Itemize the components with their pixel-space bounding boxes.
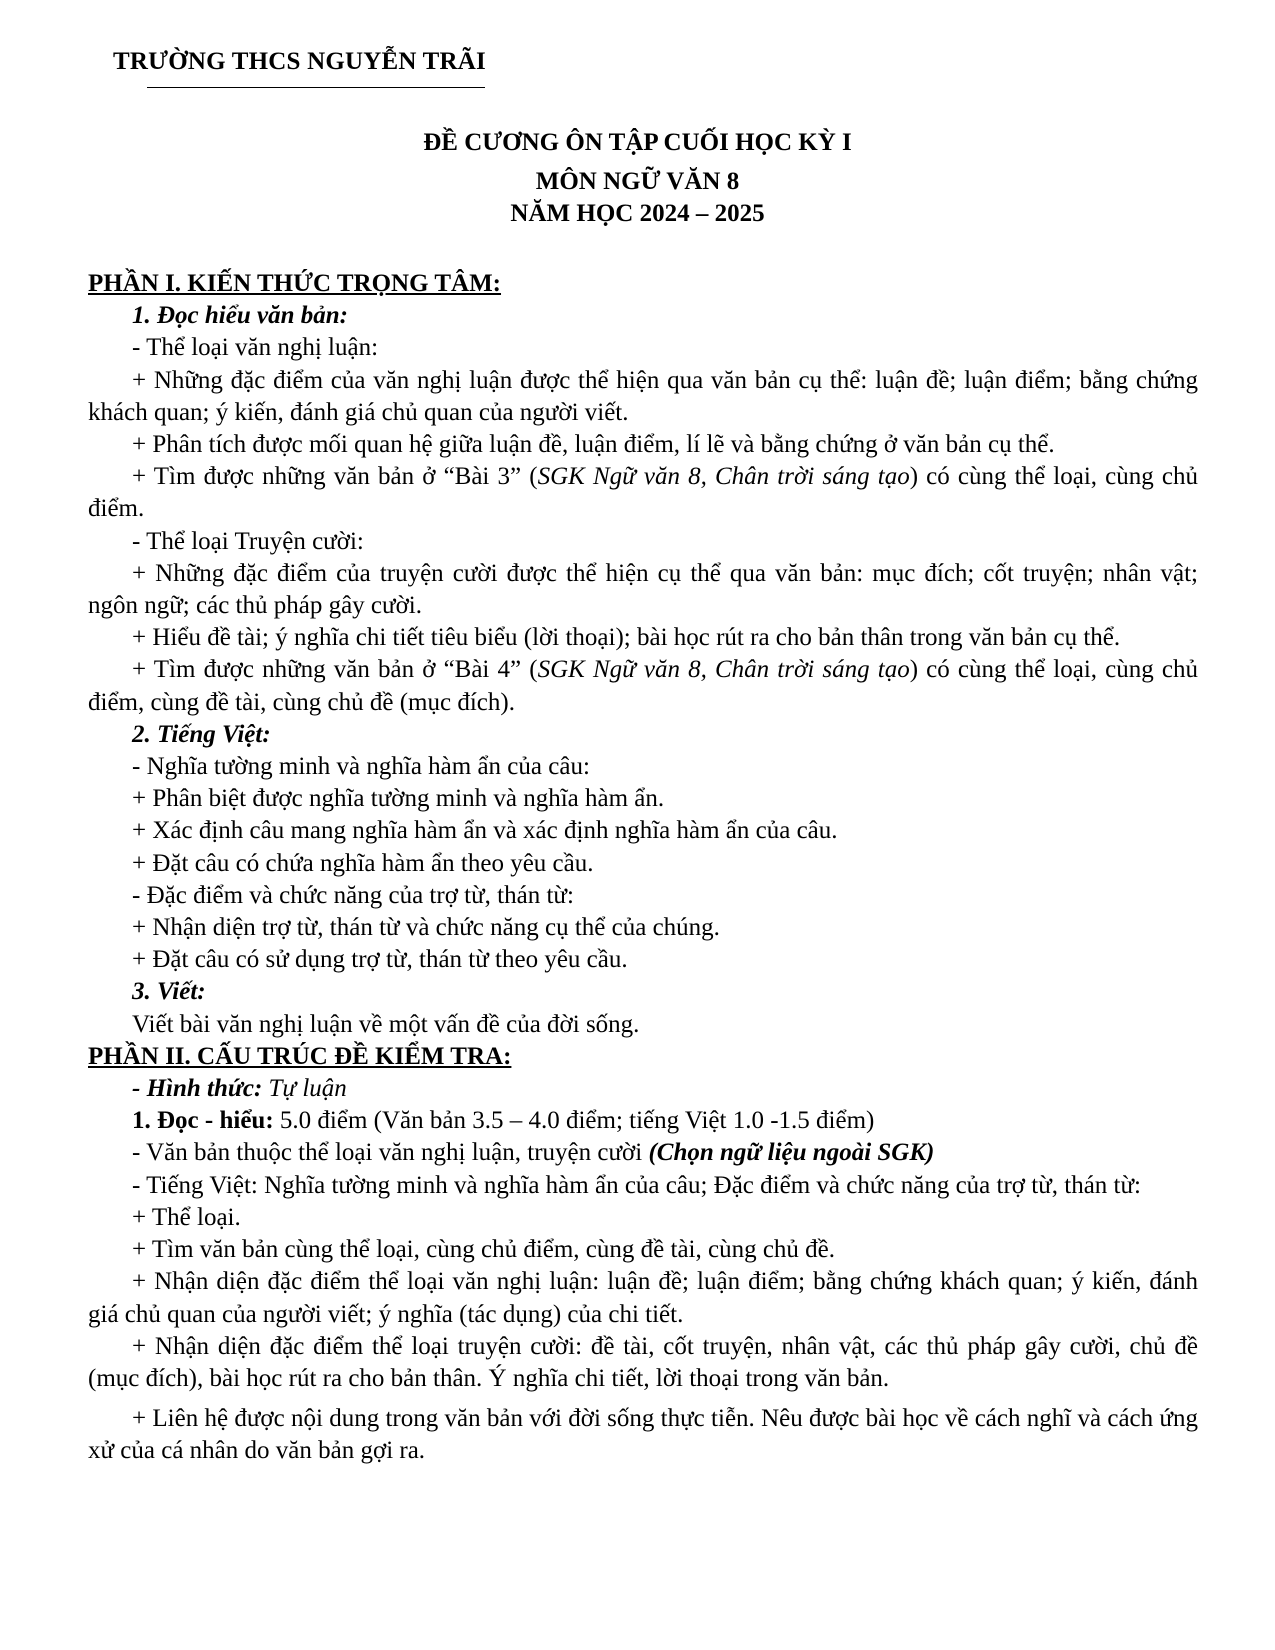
document-title: ĐỀ CƯƠNG ÔN TẬP CUỐI HỌC KỲ I	[423, 129, 852, 156]
subject-title: MÔN NGỮ VĂN 8	[535, 168, 740, 195]
text-run: - Văn bản thuộc thể loại văn nghị luận, truyện cười	[132, 1139, 649, 1167]
list-item: - Đặc điểm và chức năng của trợ từ, thán từ:	[132, 881, 574, 909]
school-year-title: NĂM HỌC 2024 – 2025	[510, 200, 765, 227]
list-item: + Tìm văn bản cùng thể loại, cùng chủ điểm, cùng đề tài, cùng chủ đề.	[132, 1236, 836, 1264]
part2-heading: PHẦN II. CẤU TRÚC ĐỀ KIỂM TRA:	[88, 1042, 512, 1070]
list-item: + Nhận diện trợ từ, thán từ và chức năng cụ thể của chúng.	[132, 914, 720, 942]
list-item: - Nghĩa tường minh và nghĩa hàm ẩn của câu:	[132, 753, 590, 781]
list-item: Viết bài văn nghị luận về một vấn đề của đời sống.	[132, 1010, 640, 1038]
list-item	[88, 1137, 1198, 1169]
list-item: + Đặt câu có chứa nghĩa hàm ẩn theo yêu cầu.	[132, 849, 594, 877]
exam-form-label: - Hình thức:	[132, 1075, 263, 1103]
material-note: (Chọn ngữ liệu ngoài SGK)	[648, 1139, 935, 1167]
text-run: ) có cùng thể loại, cùng chủ điểm, cùng đề tài, cùng chủ đề (mục đích).	[88, 656, 1199, 716]
reading-label: 1. Đọc - hiểu:	[132, 1107, 274, 1135]
text-run: + Tìm được những văn bản ở “Bài 4” (	[132, 656, 538, 684]
list-item: + Thể loại.	[132, 1203, 241, 1231]
list-item: + Phân tích được mối quan hệ giữa luận đề, luận điểm, lí lẽ và bằng chứng ở văn bản cụ thể.	[132, 431, 1055, 459]
list-item: + Liên hệ được nội dung trong văn bản với đời sống thực tiễn. Nêu được bài học về cách nghĩ và cách ứng xử của cá nhân do văn bản gợi ra.	[88, 1405, 1198, 1465]
textbook-reference: SGK Ngữ văn 8, Chân trời sáng tạo	[537, 656, 910, 684]
list-item: - Tiếng Việt: Nghĩa tường minh và nghĩa hàm ẩn của câu; Đặc điểm và chức năng của trợ từ, thán từ:	[132, 1171, 1141, 1199]
list-item: + Nhận diện đặc điểm thể loại văn nghị luận: luận đề; luận điểm; bằng chứng khách quan; ý kiến, đánh giá chủ quan của người viết; ý nghĩa (tác dụng) của chi tiết.	[88, 1268, 1198, 1328]
text-run: ) có cùng thể loại, cùng chủ điểm.	[88, 463, 1199, 523]
document-body	[88, 268, 1198, 1468]
part1-heading: PHẦN I. KIẾN THỨC TRỌNG TÂM:	[88, 270, 502, 297]
list-item: + Hiểu đề tài; ý nghĩa chi tiết tiêu biểu (lời thoại); bài học rút ra cho bản thân trong văn bản cụ thể.	[132, 624, 1121, 652]
section-writing-title: 3. Viết:	[132, 978, 206, 1006]
list-item: - Thể loại văn nghị luận:	[132, 334, 379, 362]
section-reading-title: 1. Đọc hiểu văn bản:	[132, 302, 348, 330]
textbook-reference: SGK Ngữ văn 8, Chân trời sáng tạo	[537, 463, 910, 491]
list-item: + Xác định câu mang nghĩa hàm ẩn và xác định nghĩa hàm ẩn của câu.	[132, 817, 838, 845]
text-run: + Tìm được những văn bản ở “Bài 3” (	[132, 463, 538, 491]
list-item	[88, 461, 1198, 525]
list-item: + Những đặc điểm của văn nghị luận được thể hiện qua văn bản cụ thể: luận đề; luận điểm; bằng chứng khách quan; ý kiến, đánh giá chủ quan của người viết.	[88, 366, 1198, 426]
list-item: + Những đặc điểm của truyện cười được thể hiện cụ thể qua văn bản: mục đích; cốt truyện; nhân vật; ngôn ngữ; các thủ pháp gây cười.	[88, 559, 1198, 620]
school-underline	[147, 87, 485, 88]
reading-score: 5.0 điểm (Văn bản 3.5 – 4.0 điểm; tiếng Việt 1.0 -1.5 điểm)	[273, 1107, 875, 1135]
list-item: + Đặt câu có sử dụng trợ từ, thán từ theo yêu cầu.	[132, 946, 628, 974]
list-item: - Thể loại Truyện cười:	[132, 527, 364, 555]
exam-form-value: Tự luận	[262, 1075, 347, 1103]
section-vietnamese-title: 2. Tiếng Việt:	[132, 720, 271, 748]
reading-score-line	[88, 1105, 1198, 1137]
exam-form-line	[88, 1073, 1198, 1105]
school-name: TRƯỜNG THCS NGUYỄN TRÃI	[113, 48, 486, 75]
list-item: + Phân biệt được nghĩa tường minh và nghĩa hàm ẩn.	[132, 785, 665, 813]
list-item: + Nhận diện đặc điểm thể loại truyện cười: đề tài, cốt truyện, nhân vật, các thủ pháp gây cười, chủ đề (mục đích), bài học rút ra cho bản thân. Ý nghĩa chi tiết, lời thoại trong văn bản.	[88, 1332, 1198, 1392]
list-item	[88, 654, 1198, 718]
